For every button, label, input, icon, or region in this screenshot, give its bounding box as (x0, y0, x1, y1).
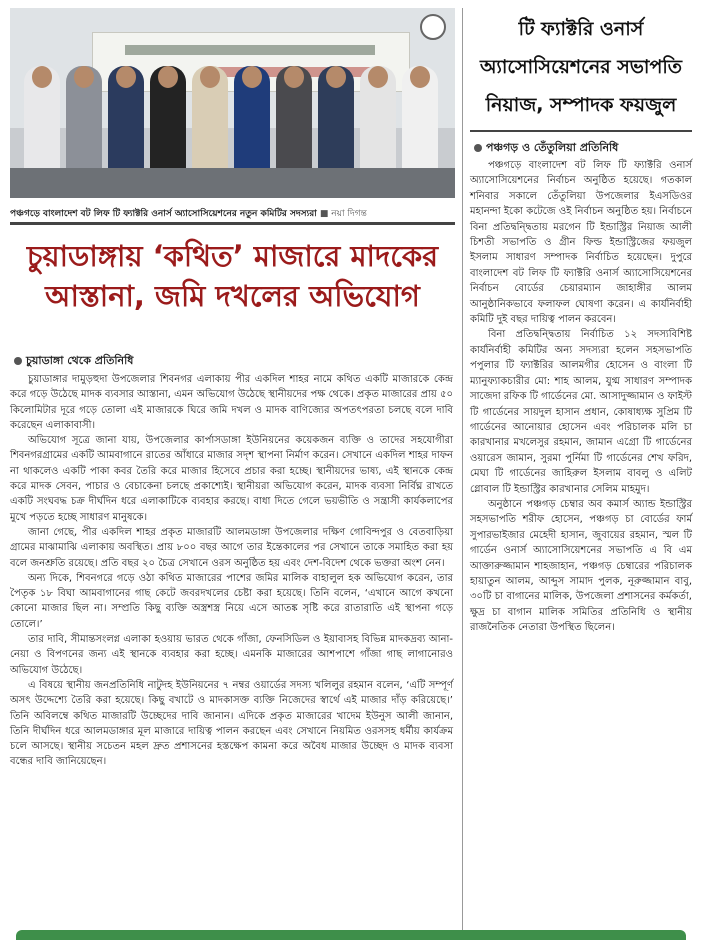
photo-table (10, 168, 455, 198)
right-headline: টি ফ্যাক্টরি ওনার্স অ্যাসোসিয়েশনের সভাপতি নিয়াজ, সম্পাদক ফয়জুল (479, 18, 683, 116)
bullet-icon (14, 357, 22, 365)
paragraph: অভিযোগ সূত্রে জানা যায়, উপজেলার কার্পাসডাঙ্গা ইউনিয়নের কয়েকজন ব্যক্তি ও তাদের সহযোগীরা শিবনগরগ্রামের একটি আমবাগানে রাতের আঁধারে মাজার সদৃশ স্থাপনা নির্মাণ করেন। সেখানে একদিল শাহর দাফন না থাকলেও একটি পাকা কবর তৈরি করে মাজার হিসেবে প্রচার করা হচ্ছে। স্থানীয়দের ভাষ্য, এই স্থানকে কেন্দ্র করে মাদক সেবন, পাচার ও বেচাকেনা চলছে প্রকাশ্যেই। স্থানীয়রা অভিযোগ করেন, মাদক ব্যবসা নির্বিঘ্ন রাখতে একটি সংঘবদ্ধ চক্র দীর্ঘদিন ধরে এলাকাটিকে ব্যবহার করছে। বাধা দিতে গেলে ভয়ভীতি ও সন্ত্রাসী কার্যকলাপের মুখে পড়তে হচ্ছে সাধারণ মানুষকে। (10, 435, 453, 523)
photo-person (192, 66, 228, 176)
photo-person (318, 66, 354, 176)
wall-clock (420, 14, 446, 40)
left-article-body (10, 372, 453, 770)
paragraph: এ বিষয়ে স্থানীয় জনপ্রতিনিধি নাটুদহ ইউনিয়নের ৭ নম্বর ওয়ার্ডের সদস্য খলিলুর রহমান বলেন, ‘এটি সম্পূর্ণ অসৎ উদ্দেশ্যে তৈরি করা হয়েছে। কিছু বখাটে ও মাদকাসক্ত ব্যক্তি নিজেদের স্বার্থে এই মাজার দাঁড় করিয়েছে।’ তিনি অবিলম্বে কথিত মাজারটি উচ্ছেদের দাবি জানান। এদিকে প্রকৃত মাজারের খাদেম ইউনুস আলী জানান, তিনি দীর্ঘদিন ধরে আলমডাঙ্গার মূল মাজারে দায়িত্ব পালন করছেন এবং সেখানে নিয়মিত ওরসসহ ধর্মীয় কার্যক্রম চলে আসছে। স্থানীয় সচেতন মহল দ্রুত প্রশাসনের হস্তক্ষেপ কামনা করে অবৈধ মাজার উচ্ছেদ ও মাদক ব্যবসা বন্ধের দাবি জানিয়েছেন। (10, 679, 453, 768)
bottom-ad-strip (16, 930, 686, 940)
paragraph: অন্য দিকে, শিবনগরে গড়ে ওঠা কথিত মাজারের পাশের জমির মালিক বাহালুল হক অভিযোগ করেন, তার পৈতৃক ১৮ বিঘা আমবাগানের গাছ কেটে জবরদখলের চেষ্টা করা হয়েছে। তিনি বলেন, ‘এখানে আগে কখনো কোনো মাজার ছিল না। সম্প্রতি কিছু ব্যক্তি অস্ত্রশস্ত্র নিয়ে এসে আতঙ্ক সৃষ্টি করে রাতারাতি এই স্থাপনা গড়ে তোলে।’ (10, 572, 453, 630)
photo-credit: ■ নয়া দিগন্ত (319, 209, 367, 219)
left-byline (14, 352, 133, 371)
left-headline: চুয়াডাঙ্গায় ‘কথিত’ মাজারে মাদকের আস্তানা, জমি দখলের অভিযোগ (26, 239, 439, 313)
photo-person (234, 66, 270, 176)
column-divider (462, 8, 463, 930)
news-photo (10, 8, 455, 198)
photo-person (24, 66, 60, 176)
right-byline (474, 139, 618, 158)
photo-person (108, 66, 144, 176)
photo-person (66, 66, 102, 176)
bullet-icon (474, 144, 482, 152)
photo-person (360, 66, 396, 176)
paragraph: তার দাবি, সীমান্তসংলগ্ন এলাকা হওয়ায় ভারত থেকে গাঁজা, ফেনসিডিল ও ইয়াবাসহ বিভিন্ন মাদকদ্রব্য আনা-নেয়া ও বিপণনের জন্য এই স্থানকে ব্যবহার করা হচ্ছে। এমনকি মাজারের আশপাশে গাঁজা গাছ লাগানোরও অভিযোগ উঠেছে। (10, 634, 453, 676)
left-byline-text: চুয়াডাঙ্গা থেকে প্রতিনিধি (26, 354, 134, 367)
photo-person (150, 66, 186, 176)
photo-person (276, 66, 312, 176)
right-article-body (470, 158, 692, 636)
paragraph: বিনা প্রতিদ্বন্দ্বিতায় নির্বাচিত ১২ সদস্যবিশিষ্ট কার্যনির্বাহী কমিটির অন্য সদস্যরা হলেন সহসভাপতি পপুলার টি ফ্যাক্টরির আলমগীর হোসেন ও বাংলা টি ম্যানুফ্যাকচারীর মো: শাহ আলম, যুগ্ম সাধারণ সম্পাদক সাজেদা রফিক টি গার্ডেনের মো. আসাদুজ্জামান ও ফাইস্ট টি গার্ডেনের সায়দুল হাসান প্রধান, কোষাধ্যক্ষ সুপ্রিম টি গার্ডেনের আনোয়ার হোসেন এবং পরিচালক মলি চা কারখানার মখলেসুর রহমান, জামান এগ্রো টি গার্ডেনের ওয়ারেস জামান, সুরমা পুর্নিমা টি গার্ডেনের শেখ ফরিদ, মেঘা টি গার্ডেনের জাহিরুল ইসলাম বাবলু ও এলিট গ্লোবাল টি ইন্ডাস্ট্রির কারখানার সেলিম মাহমুদ। (470, 329, 692, 495)
photo-caption-text: পঞ্চগড়ে বাংলাদেশ বট লিফ টি ফ্যাক্টরি ওনার্স অ্যাসোসিয়েশনের নতুন কমিটির সদস্যরা (10, 209, 317, 219)
photo-person (402, 66, 438, 176)
photo-caption (10, 206, 455, 221)
divider (470, 130, 692, 132)
paragraph: অনুষ্ঠানে পঞ্চগড় চেম্বার অব কমার্স অ্যান্ড ইন্ডাস্ট্রির সহসভাপতি শরীফ হোসেন, পঞ্চগড় চা বোর্ডের ফার্ম সুপারভাইজার মেহেদী হাসান, জুবায়ের রহমান, স্মল টি গার্ডেন ওনার্স অ্যাসোসিয়েশনের সভাপতি এ বি এম আক্তারুজ্জামান শাহজাহান, পঞ্চগড় চেম্বারের পরিচালক হায়াতুন আলম, আব্দুস সামাদ পুলক, নূরুজ্জামান বাবু, ৩০টি চা বাগানের মালিক, উপজেলা প্রশাসনের কর্মকর্তা, ক্ষুদ্র চা বাগান মালিক সমিতির প্রতিনিধি ও স্থানীয় রাজনৈতিক নেতারা উপস্থিত ছিলেন। (470, 498, 692, 634)
divider (10, 222, 455, 225)
right-byline-text: পঞ্চগড় ও তেঁতুলিয়া প্রতিনিধি (486, 141, 619, 154)
paragraph: পঞ্চগড়ে বাংলাদেশ বট লিফ টি ফ্যাক্টরি ওনার্স অ্যাসোসিয়েশনের নির্বাচন অনুষ্ঠিত হয়েছে। গতকাল শনিবার সকালে তেঁতুলিয়া উপজেলার ইএসডিওর মহানন্দা ইকো কটেজে ওই নির্বাচন অনুষ্ঠিত হয়। নির্বাচনে বিনা প্রতিদ্বন্দ্বিতায় মরগেন টি ইন্ডাস্ট্রির নিয়াজ আলী চিশতী সভাপতি ও গ্রীন ফিল্ড ইন্ডাস্ট্রিজের ফয়জুল ইসলাম সাধারণ সম্পাদক নির্বাচিত হয়েছেন। দুপুরে বাংলাদেশ বট লিফ টি ফ্যাক্টরি ওনার্স অ্যাসোসিয়েশনের নির্বাচন বোর্ডের চেয়ারম্যান জাহাঙ্গীর আলম আনুষ্ঠানিকভাবে ফলাফল ঘোষণা করেন। এ কার্যনির্বাহী কমিটি দুই বছর দায়িত্ব পালন করবেন। (470, 160, 692, 326)
paragraph: জানা গেছে, পীর একদিল শাহর প্রকৃত মাজারটি আলমডাঙ্গা উপজেলার দক্ষিণ গোবিন্দপুর ও বেতবাড়িয়া গ্রামের মাঝামাঝি এলাকায় অবস্থিত। প্রায় ৮০০ বছর আগে তার ইন্তেকালের পর সেখানে তাকে সমাহিত করা হয় বলে জনশ্রুতি রয়েছে। প্রতি বছর ২০ চৈত্র সেখানে ওরস অনুষ্ঠিত হয় এবং দেশ-বিদেশ থেকে ভক্তরা অংশ নেন। (10, 526, 453, 569)
paragraph: চুয়াডাঙ্গার দামুড়হুদা উপজেলার শিবনগর এলাকায় পীর একদিল শাহর নামে কথিত একটি মাজারকে কেন্দ্র করে গড়ে উঠেছে মাদক ব্যবসার আস্তানা, এমন অভিযোগ উঠেছে স্থানীয়দের পক্ষ থেকে। প্রকৃত মাজারের প্রায় ৫০ কিলোমিটার দূরে গড়ে তোলা এই মাজারকে ঘিরে জমি দখল ও মাদক বাণিজ্যের অপতৎপরতা চলছে বলে দাবি করেছেন এলাকাবাসী। (10, 374, 453, 431)
